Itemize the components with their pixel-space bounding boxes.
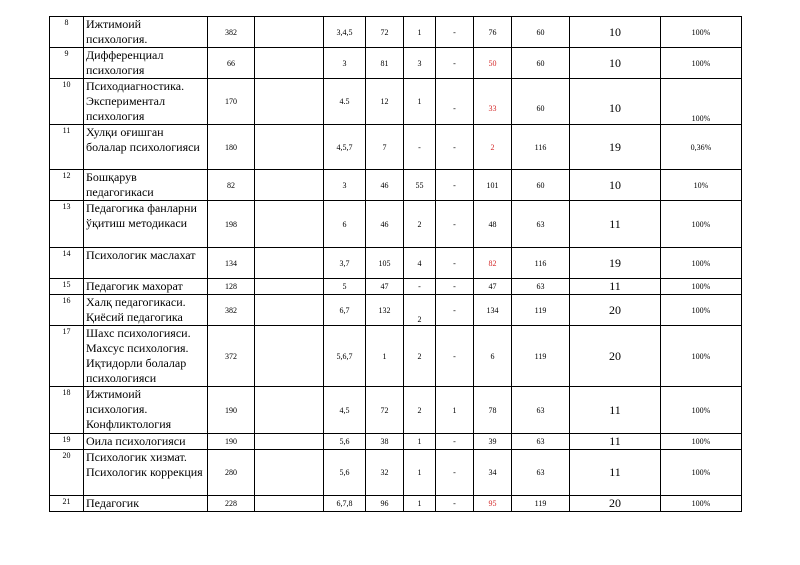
count-cell: 105 (366, 248, 404, 279)
total-cell: 2 (474, 125, 512, 170)
row-number: 15 (50, 279, 84, 295)
semester-cell: 6,7,8 (324, 496, 366, 512)
subject-name: Педагогик (84, 496, 208, 512)
groups-cell: 11 (570, 201, 661, 248)
count-cell-3: - (436, 170, 474, 201)
count-cell: 81 (366, 48, 404, 79)
total-cell: 48 (474, 201, 512, 248)
count-cell-3: - (436, 434, 474, 450)
hours-cell: 382 (208, 295, 255, 326)
total-cell: 6 (474, 326, 512, 387)
subject-name: Шахс психологияси. Махсус психология. Иқтидорли болалар психологияси (84, 326, 208, 387)
hours-cell: 228 (208, 496, 255, 512)
percent-cell: 100% (661, 48, 742, 79)
empty-cell (255, 387, 324, 434)
percent-cell: 100% (661, 295, 742, 326)
percent-cell: 100% (661, 279, 742, 295)
table-row (50, 248, 742, 279)
count-cell-2: 1 (404, 434, 436, 450)
total-cell: 78 (474, 387, 512, 434)
percent-cell: 100% (661, 496, 742, 512)
count-cell: 12 (366, 79, 404, 125)
hours-cell: 190 (208, 434, 255, 450)
empty-cell (255, 248, 324, 279)
groups-cell: 20 (570, 295, 661, 326)
groups-cell: 10 (570, 79, 661, 125)
load-cell: 63 (512, 434, 570, 450)
count-cell: 132 (366, 295, 404, 326)
count-cell-2: 1 (404, 496, 436, 512)
table-row (50, 17, 742, 48)
count-cell: 96 (366, 496, 404, 512)
semester-cell: 6,7 (324, 295, 366, 326)
table-row (50, 434, 742, 450)
percent-cell: 100% (661, 450, 742, 496)
row-number: 18 (50, 387, 84, 434)
load-cell: 63 (512, 279, 570, 295)
total-cell: 134 (474, 295, 512, 326)
semester-cell: 5,6 (324, 450, 366, 496)
subject-name: Халқ педагогикаси. Қиёсий педагогика (84, 295, 208, 326)
row-number: 20 (50, 450, 84, 496)
hours-cell: 180 (208, 125, 255, 170)
semester-cell: 3 (324, 48, 366, 79)
semester-cell: 3,7 (324, 248, 366, 279)
load-cell: 116 (512, 125, 570, 170)
semester-cell: 5,6 (324, 434, 366, 450)
hours-cell: 190 (208, 387, 255, 434)
subject-name: Психологик маслахат (84, 248, 208, 279)
subject-name: Психодиагностика. Экспериментал психология (84, 79, 208, 125)
groups-cell: 20 (570, 496, 661, 512)
total-cell: 34 (474, 450, 512, 496)
row-number: 10 (50, 79, 84, 125)
count-cell: 47 (366, 279, 404, 295)
row-number: 13 (50, 201, 84, 248)
table-row (50, 279, 742, 295)
table-row (50, 79, 742, 125)
semester-cell: 5,6,7 (324, 326, 366, 387)
percent-cell: 100% (661, 201, 742, 248)
semester-cell: 3,4,5 (324, 17, 366, 48)
load-cell: 63 (512, 201, 570, 248)
load-cell: 60 (512, 17, 570, 48)
subject-name: Педагогик махорат (84, 279, 208, 295)
count-cell-2: - (404, 279, 436, 295)
table-row (50, 125, 742, 170)
load-cell: 119 (512, 496, 570, 512)
empty-cell (255, 450, 324, 496)
empty-cell (255, 125, 324, 170)
percent-cell: 100% (661, 248, 742, 279)
semester-cell: 4,5,7 (324, 125, 366, 170)
empty-cell (255, 326, 324, 387)
subject-name: Педагогика фанларни ўқитиш методикаси (84, 201, 208, 248)
table-row (50, 387, 742, 434)
hours-cell: 198 (208, 201, 255, 248)
semester-cell: 6 (324, 201, 366, 248)
groups-cell: 19 (570, 125, 661, 170)
count-cell-2: 2 (404, 387, 436, 434)
table-row (50, 48, 742, 79)
count-cell-2: 1 (404, 17, 436, 48)
semester-cell: 3 (324, 170, 366, 201)
empty-cell (255, 170, 324, 201)
count-cell-2: 4 (404, 248, 436, 279)
table-row (50, 201, 742, 248)
row-number: 14 (50, 248, 84, 279)
empty-cell (255, 496, 324, 512)
count-cell: 46 (366, 201, 404, 248)
count-cell-2: 2 (404, 326, 436, 387)
count-cell: 72 (366, 387, 404, 434)
count-cell-3: - (436, 326, 474, 387)
count-cell-2: - (404, 125, 436, 170)
total-cell: 47 (474, 279, 512, 295)
percent-cell: 10% (661, 170, 742, 201)
subject-name: Оила психологияси (84, 434, 208, 450)
semester-cell: 5 (324, 279, 366, 295)
count-cell-2: 1 (404, 79, 436, 125)
table-row (50, 450, 742, 496)
subject-name: Ижтимоий психология. (84, 17, 208, 48)
semester-cell: 4,5 (324, 387, 366, 434)
table-row (50, 170, 742, 201)
groups-cell: 11 (570, 450, 661, 496)
groups-cell: 19 (570, 248, 661, 279)
table-row (50, 326, 742, 387)
count-cell: 32 (366, 450, 404, 496)
groups-cell: 11 (570, 279, 661, 295)
total-cell: 76 (474, 17, 512, 48)
count-cell-3: - (436, 79, 474, 125)
hours-cell: 66 (208, 48, 255, 79)
groups-cell: 11 (570, 434, 661, 450)
hours-cell: 280 (208, 450, 255, 496)
count-cell-2: 55 (404, 170, 436, 201)
empty-cell (255, 79, 324, 125)
row-number: 11 (50, 125, 84, 170)
percent-cell: 100% (661, 434, 742, 450)
total-cell: 50 (474, 48, 512, 79)
subject-name: Хулқи оғишган болалар психологияси (84, 125, 208, 170)
count-cell-3: - (436, 496, 474, 512)
count-cell-3: - (436, 279, 474, 295)
total-cell: 101 (474, 170, 512, 201)
percent-cell: 100% (661, 79, 742, 125)
count-cell-2: 1 (404, 450, 436, 496)
row-number: 8 (50, 17, 84, 48)
total-cell: 33 (474, 79, 512, 125)
empty-cell (255, 201, 324, 248)
row-number: 21 (50, 496, 84, 512)
count-cell-3: - (436, 248, 474, 279)
count-cell: 72 (366, 17, 404, 48)
count-cell-3: - (436, 201, 474, 248)
load-cell: 116 (512, 248, 570, 279)
empty-cell (255, 295, 324, 326)
semester-cell: 4.5 (324, 79, 366, 125)
percent-cell: 100% (661, 387, 742, 434)
row-number: 12 (50, 170, 84, 201)
total-cell: 39 (474, 434, 512, 450)
hours-cell: 372 (208, 326, 255, 387)
hours-cell: 134 (208, 248, 255, 279)
hours-cell: 382 (208, 17, 255, 48)
count-cell-3: - (436, 450, 474, 496)
table-body (50, 17, 742, 512)
groups-cell: 10 (570, 17, 661, 48)
count-cell-3: - (436, 48, 474, 79)
groups-cell: 11 (570, 387, 661, 434)
total-cell: 82 (474, 248, 512, 279)
count-cell: 46 (366, 170, 404, 201)
subject-name: Бошқарув педагогикаси (84, 170, 208, 201)
hours-cell: 128 (208, 279, 255, 295)
count-cell-2: 3 (404, 48, 436, 79)
count-cell-3: 1 (436, 387, 474, 434)
count-cell-2: 2 (404, 295, 436, 326)
curriculum-table (49, 16, 742, 512)
table-row (50, 496, 742, 512)
row-number: 19 (50, 434, 84, 450)
percent-cell: 0,36% (661, 125, 742, 170)
percent-cell: 100% (661, 17, 742, 48)
empty-cell (255, 434, 324, 450)
count-cell: 38 (366, 434, 404, 450)
hours-cell: 82 (208, 170, 255, 201)
row-number: 17 (50, 326, 84, 387)
load-cell: 60 (512, 79, 570, 125)
groups-cell: 10 (570, 170, 661, 201)
subject-name: Дифференциал психология (84, 48, 208, 79)
count-cell: 7 (366, 125, 404, 170)
table-row (50, 295, 742, 326)
hours-cell: 170 (208, 79, 255, 125)
load-cell: 63 (512, 450, 570, 496)
load-cell: 119 (512, 295, 570, 326)
empty-cell (255, 17, 324, 48)
empty-cell (255, 279, 324, 295)
load-cell: 63 (512, 387, 570, 434)
total-cell: 95 (474, 496, 512, 512)
subject-name: Психологик хизмат. Психологик коррекция (84, 450, 208, 496)
count-cell-3: - (436, 125, 474, 170)
empty-cell (255, 48, 324, 79)
count-cell: 1 (366, 326, 404, 387)
row-number: 16 (50, 295, 84, 326)
load-cell: 60 (512, 48, 570, 79)
load-cell: 60 (512, 170, 570, 201)
groups-cell: 20 (570, 326, 661, 387)
percent-cell: 100% (661, 326, 742, 387)
row-number: 9 (50, 48, 84, 79)
count-cell-3: - (436, 295, 474, 326)
count-cell-2: 2 (404, 201, 436, 248)
load-cell: 119 (512, 326, 570, 387)
groups-cell: 10 (570, 48, 661, 79)
count-cell-3: - (436, 17, 474, 48)
subject-name: Ижтимоий психология. Конфликтология (84, 387, 208, 434)
